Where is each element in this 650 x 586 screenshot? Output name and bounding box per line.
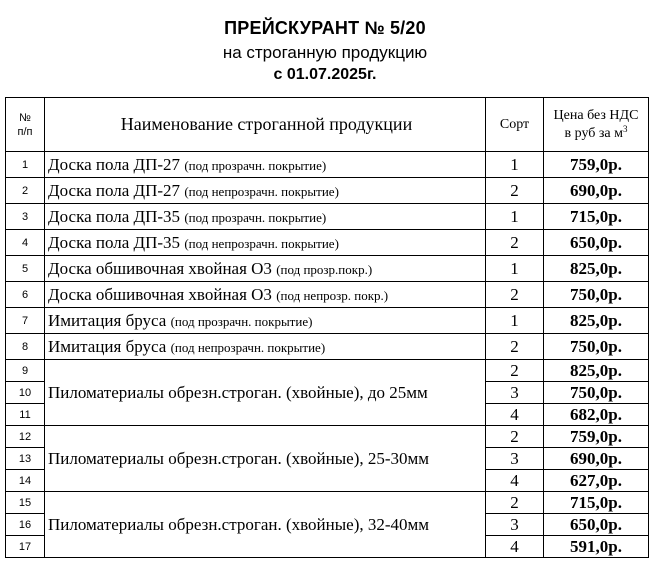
price-list-date: с 01.07.2025г. [273,66,377,83]
row-number: 6 [6,282,45,308]
table-row [6,152,649,178]
product-name-text: Доска обшивочная хвойная О3 [48,284,272,304]
product-coating-note: (под прозрачн. покрытие) [184,157,327,173]
product-name [45,282,486,308]
product-sort: 4 [486,536,544,558]
product-coating-note: (под непрозрачн. покрытие) [170,339,326,355]
product-sort: 1 [486,204,544,230]
product-coating-note: (под непрозрачн. покрытие) [184,235,339,251]
product-price: 591,0р. [544,536,649,558]
column-header-number [6,98,45,152]
product-price: 715,0р. [544,204,649,230]
product-sort: 2 [486,282,544,308]
product-price: 825,0р. [544,360,649,382]
product-sort: 3 [486,448,544,470]
product-sort: 4 [486,470,544,492]
row-number: 5 [6,256,45,282]
product-price: 825,0р. [544,308,649,334]
product-sort: 4 [486,404,544,426]
row-number: 12 [6,426,45,448]
column-header-sort: Сорт [486,98,544,152]
product-price: 627,0р. [544,470,649,492]
row-number: 17 [6,536,45,558]
product-price: 650,0р. [544,230,649,256]
product-name-text: Имитация бруса [48,310,167,330]
product-name [45,256,486,282]
product-price: 759,0р. [544,426,649,448]
product-name-text: Доска пола ДП-27 [48,154,181,174]
row-number: 14 [6,470,45,492]
row-number: 1 [6,152,45,178]
product-sort: 2 [486,230,544,256]
product-name-text: Имитация бруса [48,336,167,356]
row-number: 16 [6,514,45,536]
product-name-text: Доска пола ДП-35 [48,206,181,226]
table-row [6,178,649,204]
row-number: 10 [6,382,45,404]
table-row [6,230,649,256]
product-sort: 2 [486,334,544,360]
row-number: 13 [6,448,45,470]
product-price: 682,0р. [544,404,649,426]
price-list-subtitle: на строганную продукцию [222,43,428,62]
column-header-price-unit-sup: 3 [622,123,628,134]
column-header-number-line2: п/п [17,125,33,138]
table-row [6,204,649,230]
table-row [6,360,649,382]
table-row [6,492,649,514]
row-number: 3 [6,204,45,230]
product-name [45,308,486,334]
product-sort: 1 [486,308,544,334]
product-coating-note: (под прозрачн. покрытие) [184,209,327,225]
product-name [45,204,486,230]
column-header-name: Наименование строганной продукции [45,98,486,152]
table-body [6,152,649,558]
product-group-name: Пиломатериалы обрезн.строган. (хвойные), 32-40мм [45,492,486,558]
row-number: 9 [6,360,45,382]
row-number: 7 [6,308,45,334]
product-name-text: Доска пола ДП-27 [48,180,181,200]
product-sort: 2 [486,178,544,204]
product-coating-note: (под прозрачн. покрытие) [170,313,313,329]
table-row [6,282,649,308]
product-price: 715,0р. [544,492,649,514]
row-number: 11 [6,404,45,426]
product-price: 650,0р. [544,514,649,536]
row-number: 15 [6,492,45,514]
product-sort: 2 [486,492,544,514]
product-sort: 2 [486,426,544,448]
product-group-name: Пиломатериалы обрезн.строган. (хвойные), до 25мм [45,360,486,426]
price-list-title: ПРЕЙСКУРАНТ № 5/20 [224,18,426,38]
product-price: 759,0р. [544,152,649,178]
product-name-text: Доска обшивочная хвойная О3 [48,258,272,278]
column-header-price [544,98,649,152]
product-price: 750,0р. [544,334,649,360]
row-number: 4 [6,230,45,256]
product-group-name: Пиломатериалы обрезн.строган. (хвойные), 25-30мм [45,426,486,492]
price-table [5,97,649,558]
product-price: 690,0р. [544,448,649,470]
product-price: 750,0р. [544,282,649,308]
product-price: 750,0р. [544,382,649,404]
product-name [45,230,486,256]
table-row [6,426,649,448]
product-name [45,178,486,204]
product-price: 825,0р. [544,256,649,282]
table-row [6,308,649,334]
product-coating-note: (под прозр.покр.) [276,261,373,277]
product-coating-note: (под непрозр. покр.) [276,287,389,303]
row-number: 8 [6,334,45,360]
column-header-price-line1: Цена без НДС [553,107,639,123]
table-row [6,256,649,282]
column-header-number-line1: № [19,111,31,124]
product-name [45,152,486,178]
product-sort: 1 [486,152,544,178]
table-row [6,334,649,360]
row-number: 2 [6,178,45,204]
table-header-row [6,98,649,152]
product-sort: 3 [486,514,544,536]
product-name [45,334,486,360]
product-price: 690,0р. [544,178,649,204]
column-header-price-line2: в руб за м [564,125,623,141]
product-sort: 1 [486,256,544,282]
product-coating-note: (под непрозрачн. покрытие) [184,183,339,199]
product-name-text: Доска пола ДП-35 [48,232,181,252]
product-sort: 3 [486,382,544,404]
product-sort: 2 [486,360,544,382]
